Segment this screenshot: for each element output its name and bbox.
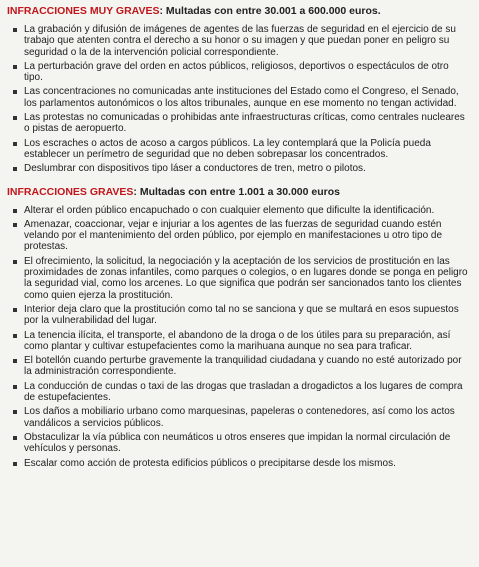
list-item: Las concentraciones no comunicadas ante instituciones del Estado como el Congreso, el Senado, los parlamentos autonómicos o los altos tribunales, aunque en ese momento no tengan actividad. bbox=[24, 86, 472, 109]
list-item: Deslumbrar con dispositivos tipo láser a conductores de tren, metro o pilotos. bbox=[24, 163, 472, 174]
list-item: Las protestas no comunicadas o prohibidas ante infraestructuras críticas, como centrales nucleares o pistas de aeropuerto. bbox=[24, 112, 472, 135]
list-item: Los escraches o actos de acoso a cargos públicos. La ley contemplará que la Policía pueda establecer un perímetro de seguridad que no deben sobrepasar los concentrados. bbox=[24, 138, 472, 161]
list-item: La tenencia ilícita, el transporte, el abandono de la droga o de los útiles para su preparación, así como plantar y cultivar estupefacientes como la marihuana aunque no sea para traficar. bbox=[24, 330, 472, 353]
infraction-list bbox=[7, 24, 472, 175]
list-item: La conducción de cundas o taxi de las drogas que trasladan a drogadictos a los lugares de compra de estupefacientes. bbox=[24, 381, 472, 404]
section-muy-graves bbox=[7, 5, 472, 175]
section-heading bbox=[7, 5, 472, 17]
list-item: El ofrecimiento, la solicitud, la negociación y la aceptación de los servicios de prostitución en las proximidades de zonas infantiles, como parques o colegios, o en lugares donde se ponga en peligro la seguridad vial, como los arcenes. Lo que significa que podrán ser sancionados tanto los clientes como quien ejerza la prostitución. bbox=[24, 256, 472, 301]
infraction-list bbox=[7, 205, 472, 469]
section-graves bbox=[7, 186, 472, 469]
list-item: Amenazar, coaccionar, vejar e injuriar a los agentes de las fuerzas de seguridad cuando estén velando por el mantenimiento del orden público, por ejemplo en manifestaciones u otro tipo de protestas. bbox=[24, 219, 472, 253]
section-heading bbox=[7, 186, 472, 198]
list-item: Escalar como acción de protesta edificios públicos o precipitarse desde los mismos. bbox=[24, 458, 472, 469]
list-item: El botellón cuando perturbe gravemente la tranquilidad ciudadana y cuando no esté autorizado por la administración correspondiente. bbox=[24, 355, 472, 378]
section-heading-fine: : Multadas con entre 1.001 a 30.000 euros bbox=[133, 185, 340, 198]
list-item: La perturbación grave del orden en actos públicos, religiosos, deportivos o espectáculos de otro tipo. bbox=[24, 61, 472, 84]
list-item: Interior deja claro que la prostitución como tal no se sanciona y que se multará en esos supuestos por la vulnerabilidad del lugar. bbox=[24, 304, 472, 327]
section-heading-title: INFRACCIONES MUY GRAVES bbox=[7, 5, 160, 17]
section-heading-fine: : Multadas con entre 30.001 a 600.000 euros. bbox=[159, 5, 381, 17]
section-heading-title: INFRACCIONES GRAVES bbox=[7, 185, 134, 198]
list-item: Los daños a mobiliario urbano como marquesinas, papeleras o contenedores, así como los actos vandálicos a servicios públicos. bbox=[24, 406, 472, 429]
list-item: Alterar el orden público encapuchado o con cualquier elemento que dificulte la identificación. bbox=[24, 205, 472, 216]
list-item: La grabación y difusión de imágenes de agentes de las fuerzas de seguridad en el ejercicio de su trabajo que atenten contra el derecho a su honor o su imagen y que puedan poner en peligro su seguridad o la de la intervención policial correspondiente. bbox=[24, 24, 472, 58]
list-item: Obstaculizar la vía pública con neumáticos u otros enseres que impidan la normal circulación de vehículos y personas. bbox=[24, 432, 472, 455]
